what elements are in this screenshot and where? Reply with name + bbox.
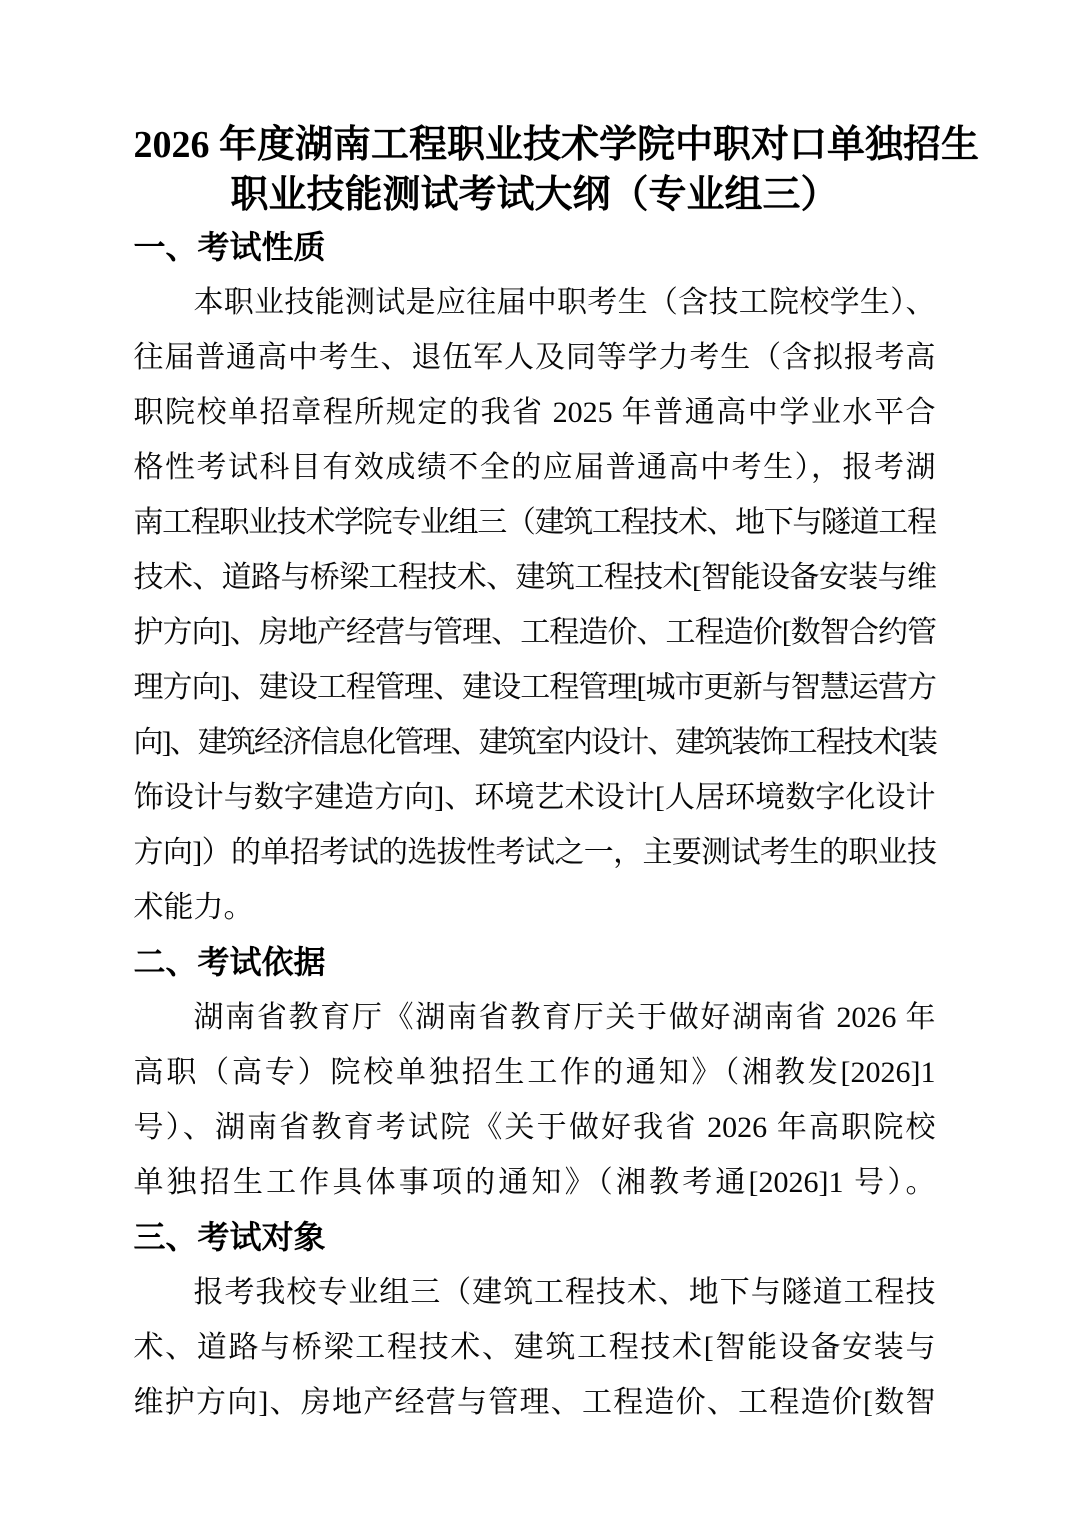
paragraph-line: 职院校单招章程所规定的我省 2025 年普通高中学业水平合 xyxy=(133,396,936,429)
paragraph-line: 单独招生工作具体事项的通知》（湘教考通[2026]1 号）。 xyxy=(133,1166,936,1199)
paragraph-line: 术能力。 xyxy=(133,891,254,924)
section-2-paragraph xyxy=(134,990,936,1210)
section-1-heading: 一、考试性质 xyxy=(133,229,326,265)
paragraph-line: 饰设计与数字建造方向]、环境艺术设计[人居环境数字化设计 xyxy=(133,781,936,814)
paragraph-line: 号）、湖南省教育考试院《关于做好我省 2026 年高职院校 xyxy=(133,1111,936,1144)
paragraph-line: 往届普通高中考生、退伍军人及同等学力考生（含拟报考高 xyxy=(133,341,936,374)
document-title-line-1: 2026 年度湖南工程职业技术学院中职对口单独招生 xyxy=(133,124,980,166)
paragraph-line: 方向]）的单招考试的选拔性考试之一，主要测试考生的职业技 xyxy=(133,836,936,869)
document-content xyxy=(133,0,980,1430)
paragraph-line: 护方向]、房地产经营与管理、工程造价、工程造价[数智合约管 xyxy=(133,616,936,649)
paragraph-line: 本职业技能测试是应往届中职考生（含技工院校学生）、 xyxy=(193,286,936,319)
section-2-heading: 二、考试依据 xyxy=(133,944,326,980)
document-title-line-2: 职业技能测试考试大纲（专业组三） xyxy=(230,174,839,216)
paragraph-line: 向]、建筑经济信息化管理、建筑室内设计、建筑装饰工程技术[装 xyxy=(133,726,936,759)
paragraph-line: 湖南省教育厅《湖南省教育厅关于做好湖南省 2026 年 xyxy=(193,1001,936,1034)
paragraph-line: 技术、道路与桥梁工程技术、建筑工程技术[智能设备安装与维 xyxy=(133,561,936,594)
section-3-heading: 三、考试对象 xyxy=(133,1219,326,1255)
paragraph-line: 术、道路与桥梁工程技术、建筑工程技术[智能设备安装与 xyxy=(133,1331,936,1364)
paragraph-line: 高职（高专）院校单独招生工作的通知》（湘教发[2026]1 xyxy=(133,1056,936,1089)
paragraph-line: 维护方向]、房地产经营与管理、工程造价、工程造价[数智 xyxy=(133,1386,936,1419)
paragraph-line: 报考我校专业组三（建筑工程技术、地下与隧道工程技 xyxy=(193,1276,936,1309)
paragraph-line: 南工程职业技术学院专业组三（建筑工程技术、地下与隧道工程 xyxy=(133,506,936,539)
paragraph-line: 理方向]、建设工程管理、建设工程管理[城市更新与智慧运营方 xyxy=(133,671,936,704)
section-1-paragraph xyxy=(134,275,936,935)
section-3-paragraph xyxy=(134,1265,936,1430)
paragraph-line: 格性考试科目有效成绩不全的应届普通高中考生），报考湖 xyxy=(133,451,936,484)
